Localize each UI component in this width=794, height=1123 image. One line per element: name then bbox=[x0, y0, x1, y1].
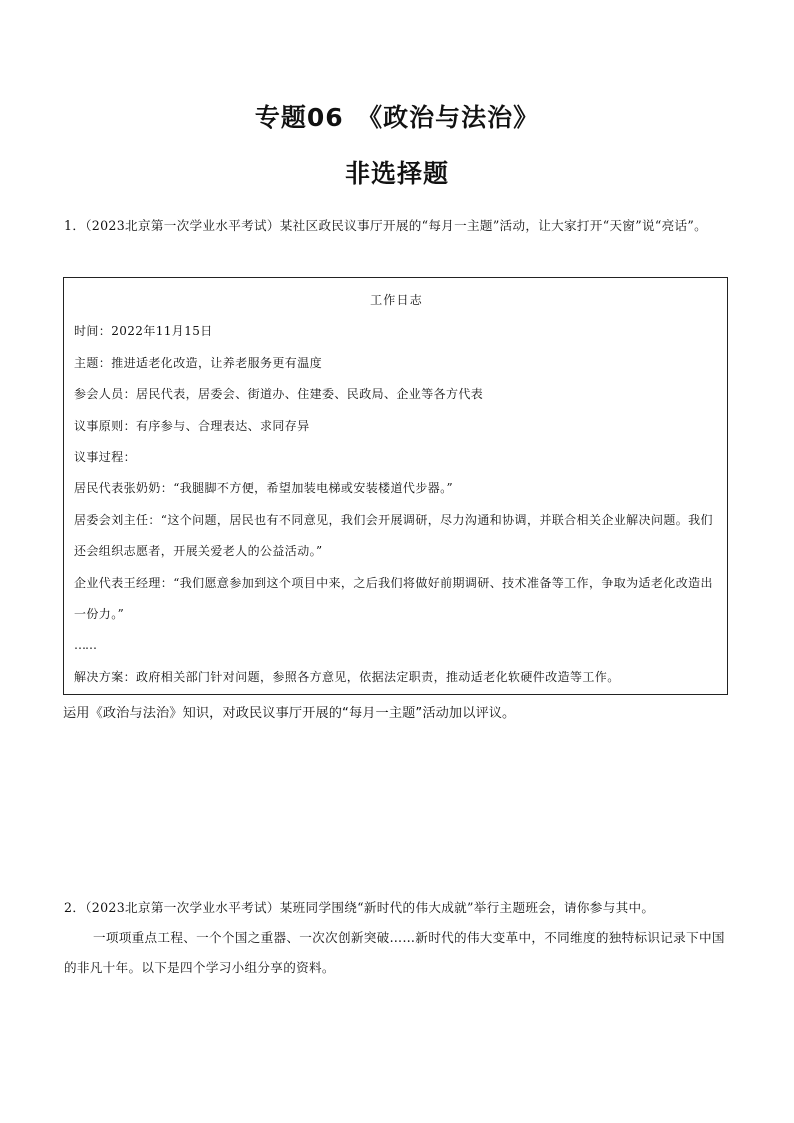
work-log-box bbox=[63, 277, 728, 695]
work-log-committee-statement: 居委会刘主任：“这个问题，居民也有不同意见，我们会开展调研，尽力沟通和协调，并联合相关企业解决问题。我们还会组织志愿者，开展关爱老人的公益活动。” bbox=[74, 512, 713, 559]
question-1-prompt: 运用《政治与法治》知识，对政民议事厅开展的“每月一主题”活动加以评议。 bbox=[63, 706, 516, 721]
page-title: 专题06 《政治与法治》 bbox=[254, 103, 540, 132]
question-1-text: 1．（2023北京第一次学业水平考试）某社区政民议事厅开展的“每月一主题”活动，让大家打开“天窗”说“亮话”。 bbox=[64, 218, 708, 233]
work-log-topic: 主题：推进适老化改造，让养老服务更有温度 bbox=[74, 355, 323, 370]
work-log-enterprise-statement: 企业代表王经理：“我们愿意参加到这个项目中来，之后我们将做好前期调研、技术准备等工作，争取为适老化改造出一份力。” bbox=[74, 575, 713, 622]
question-2-paragraph: 一项项重点工程、一个个国之重器、一次次创新突破……新时代的伟大变革中，不同维度的独特标识记录下中国的非凡十年。以下是四个学习小组分享的资料。 bbox=[64, 930, 725, 975]
question-1 bbox=[64, 211, 730, 241]
work-log-principles: 议事原则：有序参与、合理表达、求同存异 bbox=[74, 418, 310, 433]
work-log-ellipsis: …… bbox=[74, 638, 96, 653]
question-2 bbox=[64, 893, 730, 983]
work-log-time: 时间：2022年11月15日 bbox=[74, 324, 213, 339]
page-subtitle: 非选择题 bbox=[344, 159, 449, 188]
work-log-participants: 参会人员：居民代表，居委会、街道办、住建委、民政局、企业等各方代表 bbox=[74, 387, 484, 402]
work-log-resident-statement: 居民代表张奶奶：“我腿脚不方便，希望加装电梯或安装楼道代步器。” bbox=[74, 481, 454, 496]
work-log-solution: 解决方案：政府相关部门针对问题，参照各方意见，依据法定职责，推动适老化软硬件改造等工作。 bbox=[74, 669, 620, 684]
question-2-text: 2．（2023北京第一次学业水平考试）某班同学围绕“新时代的伟大成就”举行主题班会，请你参与其中。 bbox=[64, 900, 655, 915]
work-log-process: 议事过程： bbox=[74, 450, 137, 465]
work-log-title: 工作日志 bbox=[370, 293, 423, 307]
